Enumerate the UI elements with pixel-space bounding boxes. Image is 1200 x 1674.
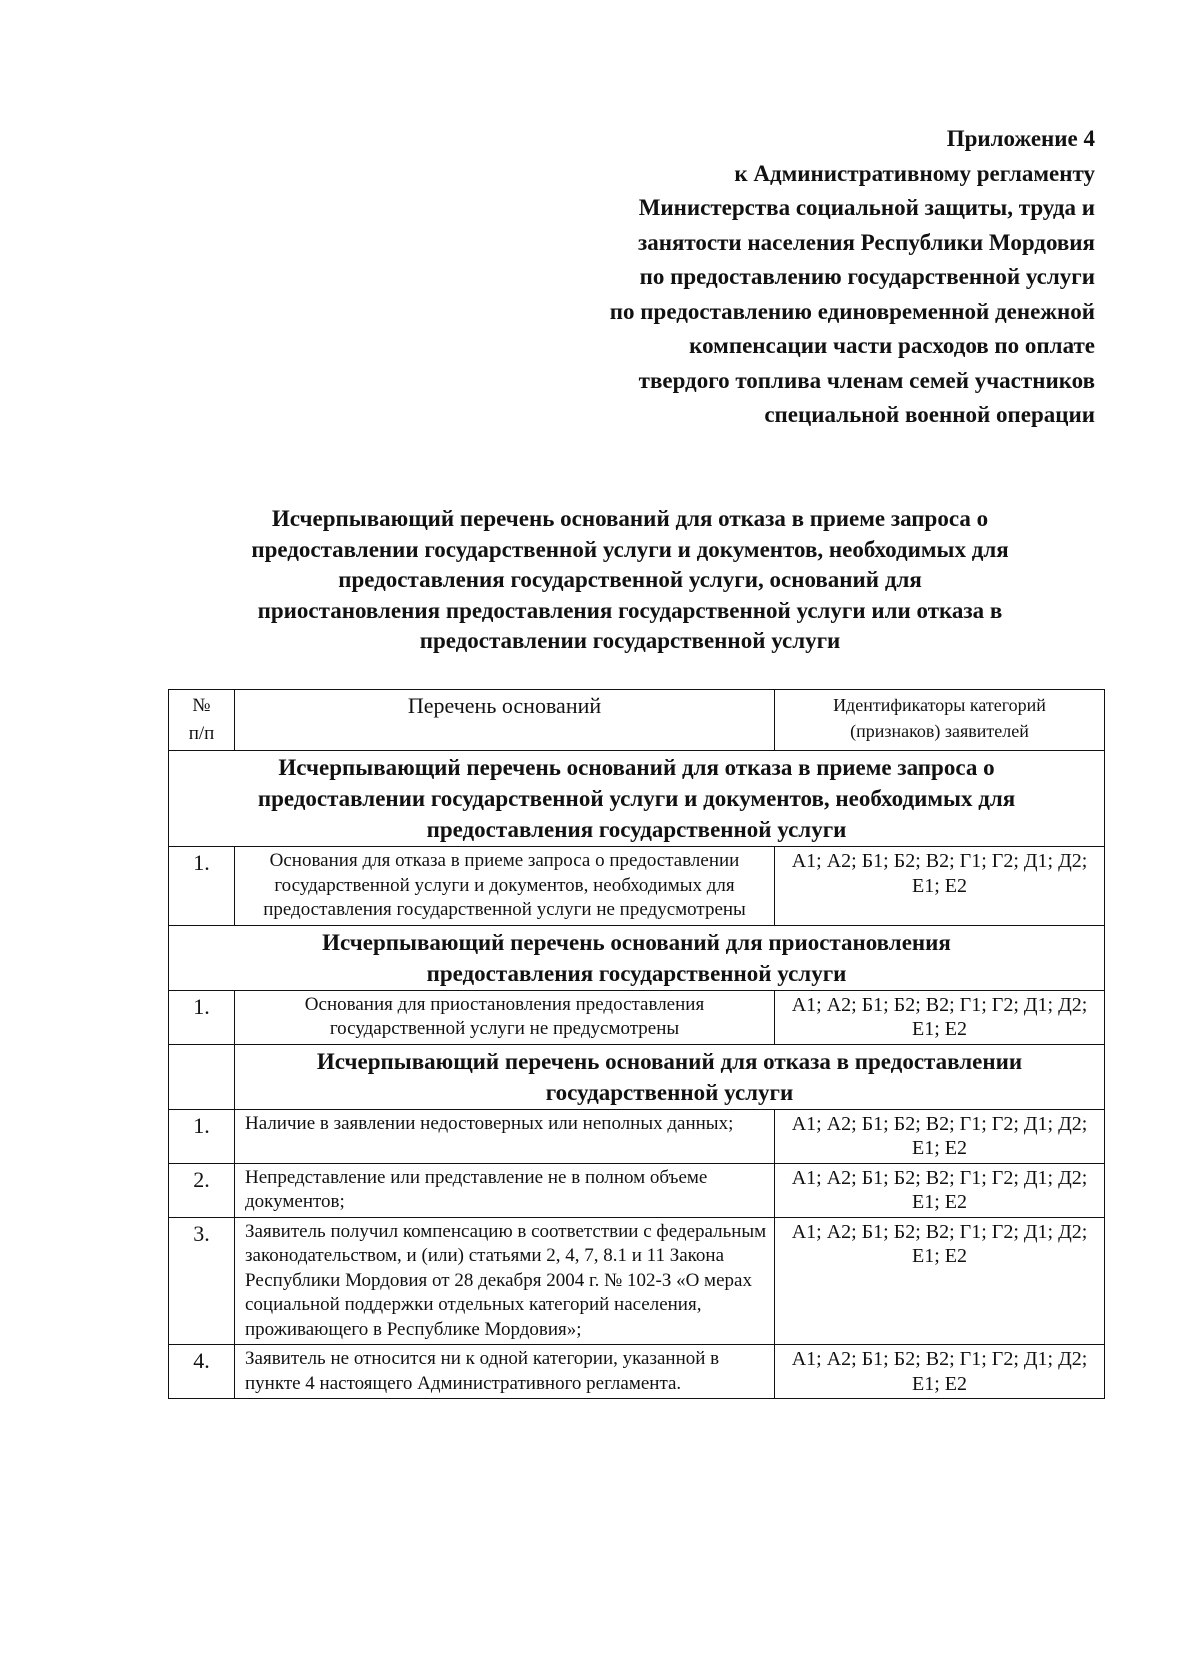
row-ids: А1; А2; Б1; Б2; В2; Г1; Г2; Д1; Д2; Е1; Е2 <box>775 1345 1105 1399</box>
section-heading-row <box>169 925 1105 990</box>
table-row <box>169 1163 1105 1217</box>
row-text: Заявитель не относится ни к одной категории, указанной в пункте 4 настоящего Административного регламента. <box>235 1345 775 1399</box>
title-line: предоставления государственной услуги, оснований для <box>338 567 922 592</box>
section-heading <box>169 751 1105 847</box>
appendix-line: занятости населения Республики Мордовия <box>637 229 1095 255</box>
section-number-empty <box>169 1044 235 1109</box>
row-ids: А1; А2; Б1; Б2; В2; Г1; Г2; Д1; Д2; Е1; Е2 <box>775 847 1105 926</box>
row-number: 3. <box>169 1217 235 1345</box>
table-header-row <box>169 690 1105 751</box>
row-ids: А1; А2; Б1; Б2; В2; Г1; Г2; Д1; Д2; Е1; Е2 <box>775 990 1105 1044</box>
table-row <box>169 1345 1105 1399</box>
appendix-line: Министерства социальной защиты, труда и <box>638 195 1095 220</box>
header-number-cell <box>169 690 235 751</box>
appendix-line: по предоставлению единовременной денежной <box>609 298 1095 324</box>
appendix-line: Приложение 4 <box>946 126 1095 151</box>
section-heading-line: предоставления государственной услуги <box>426 960 847 986</box>
row-text: Заявитель получил компенсацию в соответствии с федеральным законодательством, и (или) статьями 2, 4, 7, 8.1 и 11 Закона Республики Мордовия от 28 декабря 2004 г. № 102-З «О мерах социальной поддержки отдельных категорий населения, проживающего в Республике Мордовия»; <box>235 1217 775 1345</box>
row-number: 1. <box>169 990 235 1044</box>
section-heading-line: предоставлении государственной услуги и документов, необходимых для <box>257 786 1016 811</box>
title-line: предоставлении государственной услуги <box>419 628 841 653</box>
section-heading-line: Исчерпывающий перечень оснований для отказа в приеме запроса о <box>278 755 995 780</box>
document-title <box>170 504 1090 657</box>
section-heading <box>169 925 1105 990</box>
section-heading <box>235 1044 1105 1109</box>
row-number: 2. <box>169 1163 235 1217</box>
section-heading-row <box>169 751 1105 847</box>
header-grounds-cell: Перечень оснований <box>235 690 775 751</box>
row-ids: А1; А2; Б1; Б2; В2; Г1; Г2; Д1; Д2; Е1; Е2 <box>775 1109 1105 1163</box>
title-line: предоставлении государственной услуги и документов, необходимых для <box>251 536 1009 562</box>
grounds-table <box>168 689 1105 1399</box>
row-number: 4. <box>169 1345 235 1399</box>
title-line: приостановления предоставления государственной услуги или отказа в <box>257 597 1003 623</box>
section-heading-row <box>169 1044 1105 1109</box>
section-heading-line: государственной услуги <box>545 1079 794 1105</box>
table-row <box>169 1217 1105 1345</box>
table-row <box>169 990 1105 1044</box>
row-text: Основания для приостановления предоставления государственной услуги не предусмотрены <box>235 990 775 1044</box>
appendix-line: твердого топлива членам семей участников <box>638 367 1095 393</box>
header-ids-cell <box>775 690 1105 751</box>
row-number: 1. <box>169 1109 235 1163</box>
title-line: Исчерпывающий перечень оснований для отказа в приеме запроса о <box>271 506 989 531</box>
header-ids-line: Идентификаторы категорий <box>833 695 1046 715</box>
appendix-line: компенсации части расходов по оплате <box>689 333 1095 358</box>
header-ids-line: (признаков) заявителей <box>850 721 1029 741</box>
table-row <box>169 847 1105 926</box>
row-text: Основания для отказа в приеме запроса о предоставлении государственной услуги и документов, необходимых для предоставления государственной услуги не предусмотрены <box>235 847 775 926</box>
row-ids: А1; А2; Б1; Б2; В2; Г1; Г2; Д1; Д2; Е1; Е2 <box>775 1163 1105 1217</box>
header-number-abbr: п/п <box>188 723 215 744</box>
appendix-line: специальной военной операции <box>764 402 1095 427</box>
row-number: 1. <box>169 847 235 926</box>
row-text: Непредставление или представление не в полном объеме документов; <box>235 1163 775 1217</box>
row-ids: А1; А2; Б1; Б2; В2; Г1; Г2; Д1; Д2; Е1; Е2 <box>775 1217 1105 1345</box>
section-heading-line: предоставления государственной услуги <box>426 817 847 842</box>
section-heading-line: Исчерпывающий перечень оснований для приостановления <box>322 929 951 955</box>
table-row <box>169 1109 1105 1163</box>
appendix-header <box>475 122 1095 433</box>
appendix-line: к Административному регламенту <box>734 160 1095 186</box>
row-text: Наличие в заявлении недостоверных или неполных данных; <box>235 1109 775 1163</box>
appendix-line: по предоставлению государственной услуги <box>639 264 1095 289</box>
header-number-symbol: № <box>192 695 211 716</box>
section-heading-line: Исчерпывающий перечень оснований для отказа в предоставлении <box>316 1048 1023 1074</box>
